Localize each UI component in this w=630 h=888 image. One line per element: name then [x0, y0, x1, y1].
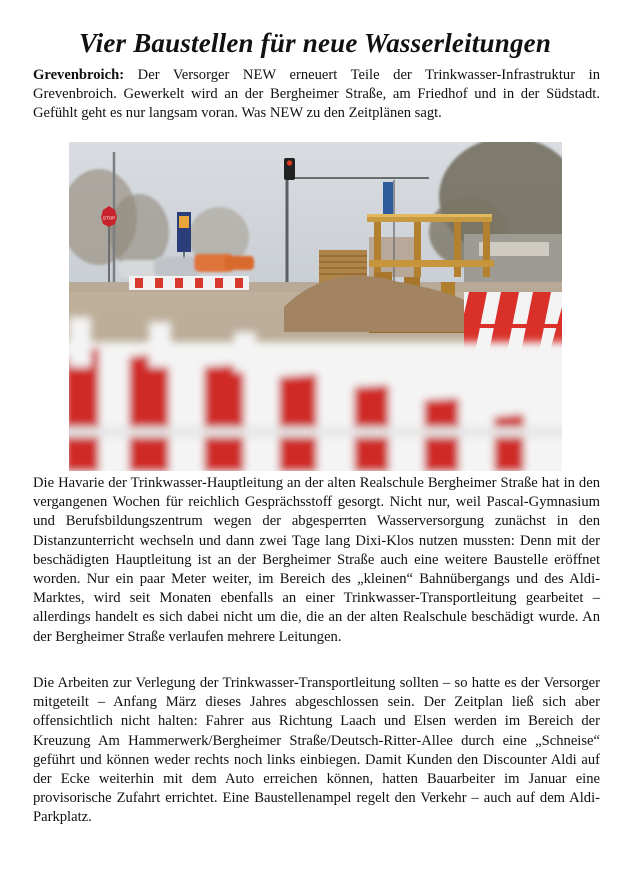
- headline: Vier Baustellen für neue Wasserleitungen: [78, 28, 552, 58]
- stop-sign-text: STOP: [102, 215, 116, 221]
- building-right: [464, 234, 562, 282]
- construction-site-photo: [69, 142, 562, 471]
- lead-text: Der Versorger NEW erneuert Teile der Trinkwasser-Infrastruktur in Grevenbroich. Gewerkelt wird an der Bergheimer Straße, am Friedhof und in der Südstadt. Gefühlt geht es nur langsam voran. Was NEW zu den Zeitplänen sagt.: [33, 67, 600, 122]
- dateline: Grevenbroich:: [33, 67, 125, 83]
- body-paragraph-2: Die Arbeiten zur Verlegung der Trinkwasser-Transportleitung sollten – so hatte es der Versorger mitgeteilt – Anfang März dieses Jahres abgeschlossen sein. Der Zeitplan ließ sich aber offensichtlich nicht halten: Fahrer aus Richtung Laach und Elsen werden im Bereich der Kreuzung Am Hammerwerk/Bergheimer Straße/Deutsch-Ritter-Allee durch eine „Schneise“ geführt und können weder rechts noch links einbiegen. Damit Kunden den Discounter Aldi auf der Ecke weiterhin mit dem Auto erreichen können, hatten Bauarbeiter im Januar eine provisorische Zufahrt errichtet. Eine Baustellenampel regelt den Verkehr – auch auf dem Aldi-Parkplatz.: [33, 675, 600, 826]
- lead-paragraph: [33, 66, 600, 124]
- body-paragraph-1: Die Havarie der Trinkwasser-Hauptleitung an der alten Realschule Bergheimer Straße hat in den vergangenen Wochen für reichlich Gesprächsstoff gesorgt. Nicht nur, weil Pascal-Gymnasium und Berufsbildungszentrum wegen der abgesperrten Wasserversorgung zunächst in den Distanzunterricht wechseln und dann zwei Tage lang Dixi-Klos nutzen mussten: Denn mit der beschädigten Hauptleitung ist an der Bergheimer Straße auch eine weitere Baustelle eröffnet worden. Nur ein paar Meter weiter, im Bereich des „kleinen“ Bahnübergangs und des Aldi-Marktes, wird seit Monaten ebenfalls an einer Trinkwasser-Transportleitung gearbeitet – allerdings handelt es sich dabei nicht um die, die an der alten Realschule beschädigt wurde. An der Bergheimer Straße verlaufen mehrere Leitungen.: [33, 475, 600, 645]
- distant-barriers: [129, 276, 249, 290]
